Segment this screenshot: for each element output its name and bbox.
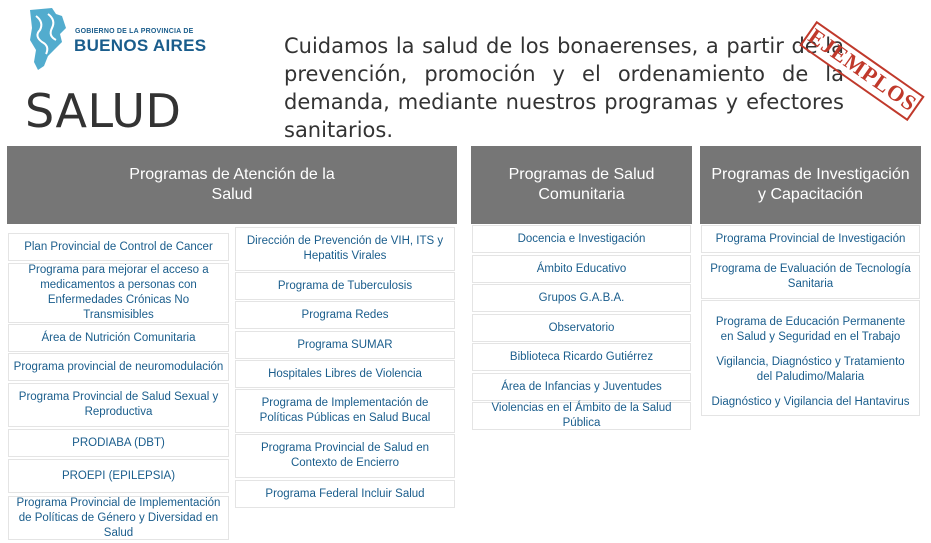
investigacion-item[interactable]: Programa de Evaluación de Tecnología Sanitaria <box>701 255 920 299</box>
atencion-item[interactable]: Programa Provincial de Salud en Contexto de Encierro <box>235 434 455 478</box>
logo-title: BUENOS AIRES <box>74 36 207 55</box>
atencion-item[interactable]: Programa Provincial de Implementación de Políticas de Género y Diversidad en Salud <box>8 496 229 540</box>
investigacion-block-item[interactable]: Programa de Educación Permanente en Salud y Seguridad en el Trabajo <box>715 316 906 343</box>
comunitaria-item[interactable]: Violencias en el Ámbito de la Salud Pública <box>472 402 691 430</box>
atencion-item[interactable]: Programa de Tuberculosis <box>235 272 455 300</box>
comunitaria-item[interactable]: Ámbito Educativo <box>472 255 691 283</box>
investigacion-block-item[interactable]: Vigilancia, Diagnóstico y Tratamiento del Paludimo/Malaria <box>716 356 905 383</box>
investigacion-item[interactable]: Programa Provincial de Investigación <box>701 225 920 253</box>
atencion-item[interactable]: PROEPI (EPILEPSIA) <box>8 459 229 493</box>
atencion-item[interactable]: Programa provincial de neuromodulación <box>8 353 229 381</box>
atencion-item[interactable]: Programa Provincial de Salud Sexual y Reproductiva <box>8 383 229 427</box>
atencion-item[interactable]: Programa Federal Incluir Salud <box>235 480 455 508</box>
section-atencion-title: Programas de Atención de la Salud <box>7 146 457 224</box>
comunitaria-item[interactable]: Grupos G.A.B.A. <box>472 284 691 312</box>
comunitaria-item[interactable]: Área de Infancias y Juventudes <box>472 373 691 401</box>
section-comunitaria <box>471 146 692 224</box>
investigacion-list-block <box>701 300 920 416</box>
page-title: SALUD <box>25 84 182 138</box>
atencion-item[interactable]: Plan Provincial de Control de Cancer <box>8 233 229 261</box>
province-logo <box>26 6 206 72</box>
comunitaria-item[interactable]: Observatorio <box>472 314 691 342</box>
logo-subtitle: GOBIERNO DE LA PROVINCIA DE <box>75 28 194 35</box>
section-investigacion <box>700 146 921 224</box>
stamp-label: EJEMPLOS <box>803 23 922 117</box>
intro-text: Cuidamos la salud de los bonaerenses, a partir de la prevención, promoción y el ordenamiento de la demanda, mediante nuestros programas y efectores sanitarios. <box>284 34 844 142</box>
atencion-item[interactable]: Hospitales Libres de Violencia <box>235 360 455 388</box>
atencion-item[interactable]: Programa de Implementación de Políticas Públicas en Salud Bucal <box>235 389 455 433</box>
atencion-item[interactable]: Programa para mejorar el acceso a medicamentos a personas con Enfermedades Crónicas No Transmisibles <box>8 263 229 323</box>
atencion-item[interactable]: Programa SUMAR <box>235 331 455 359</box>
section-atencion <box>7 146 457 224</box>
atencion-item[interactable]: Área de Nutrición Comunitaria <box>8 324 229 352</box>
comunitaria-item[interactable]: Docencia e Investigación <box>472 225 691 253</box>
section-comunitaria-title: Programas de Salud Comunitaria <box>471 146 692 224</box>
section-investigacion-title: Programas de Investigación y Capacitación <box>700 146 921 224</box>
atencion-item[interactable]: Dirección de Prevención de VIH, ITS y Hepatitis Virales <box>235 227 455 271</box>
investigacion-block-item[interactable]: Diagnóstico y Vigilancia del Hantavirus <box>711 396 910 408</box>
atencion-item[interactable]: PRODIABA (DBT) <box>8 429 229 457</box>
examples-stamp <box>790 14 930 126</box>
comunitaria-item[interactable]: Biblioteca Ricardo Gutiérrez <box>472 343 691 371</box>
province-map-icon <box>26 6 70 72</box>
atencion-item[interactable]: Programa Redes <box>235 301 455 329</box>
